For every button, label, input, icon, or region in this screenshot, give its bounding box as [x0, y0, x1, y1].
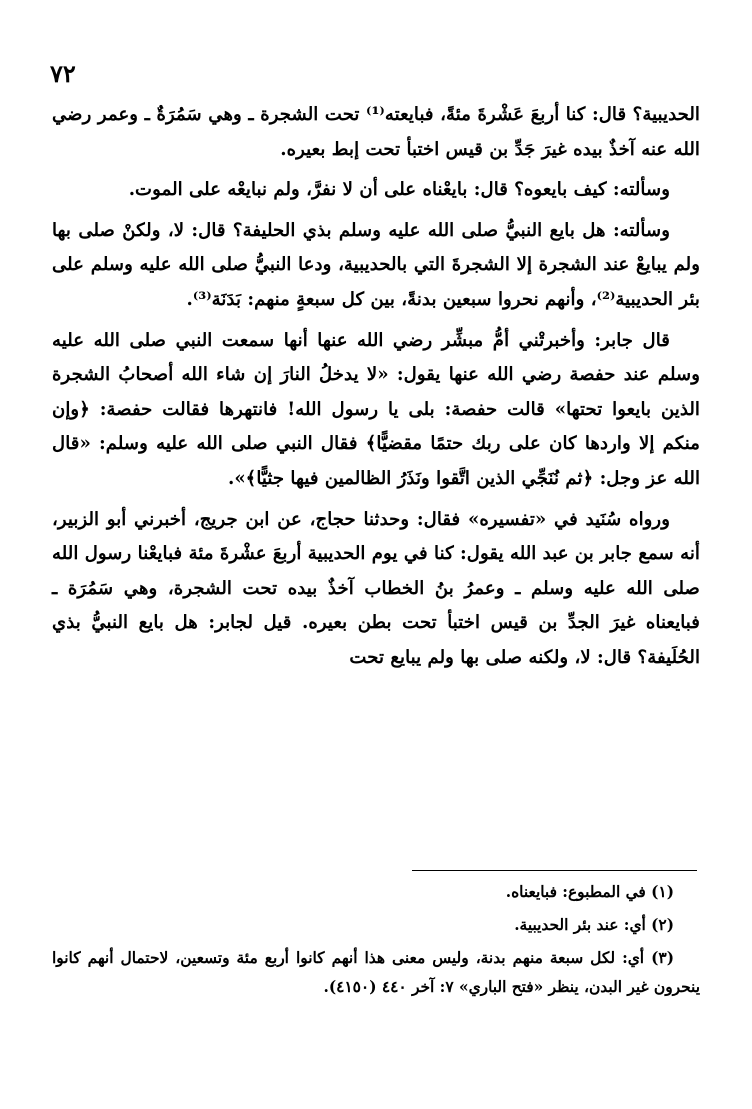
- main-text: [52, 98, 700, 868]
- paragraph-2: وسألته: كيف بايعوه؟ قال: بايعْناه على أن لا نفرَّ، ولم نبايعْه على الموت.: [128, 179, 670, 201]
- footnote-2: (٢) أي: عند بئر الحديبية.: [514, 916, 674, 934]
- paragraph-5: ورواه سُنَيد في «تفسيره» فقال: وحدثنا حجاج، عن ابن جريج، أخبرني أبو الزبير، أنه سمع جابر بن عبد الله يقول: كنا في يوم الحديبية أربعَ عشْرةَ مئة فبايعْنا رسول الله صلى الله عليه وسلم ـ وعمرُ بنُ الخطاب آخذٌ بيده تحت الشجرة، وهي سَمُرَة ـ فبايعناه غيرَ الجدِّ بن قيس اختبأ تحت بطن بعيره. قيل لجابر: هل بايع النبيُّ بذي الحُلَيفة؟ قال: لا، ولكنه صلى بها ولم يبايع تحت: [52, 508, 700, 668]
- paragraph-3: وسألته: هل بايع النبيُّ صلى الله عليه وسلم بذي الحليفة؟ قال: لا، ولكنْ صلى بها ولم يبايعْ عند الشجرة إلا الشجرةَ التي بالحديبية، ودعا النبيُّ صلى الله عليه وسلم على بئر الحديبية⁽²⁾، وأنهم نحروا سبعين بدنةً، بين كل سبعةٍ منهم: بَدَنَة⁽³⁾.: [52, 219, 700, 310]
- footnote-3: (٣) أي: لكل سبعة منهم بدنة، وليس معنى هذا أنهم كانوا أربع مئة وتسعين، لاحتمال أنهم كانوا ينحرون غير البدن، ينظر «فتح الباري» ٧: آخر ٤٤٠ (٤١٥٠).: [52, 949, 700, 996]
- footnotes: [52, 878, 700, 1028]
- footnote-separator: [412, 870, 697, 871]
- paragraph-1: الحديبية؟ قال: كنا أربعَ عَشْرةَ مئةً، فبايعته⁽¹⁾ تحت الشجرة ـ وهي سَمُرَةٌ ـ وعمر رضي الله عنه آخذٌ بيده غيرَ جَدِّ بن قيس اختبأ تحت إبط بعيره.: [52, 104, 700, 160]
- page-number: ٧٢: [50, 59, 76, 88]
- paragraph-4: قال جابر: وأخبرتْني أمُّ مبشِّر رضي الله عنها أنها سمعت النبي صلى الله عليه وسلم عند حفصة رضي الله عنها يقول: «لا يدخلُ النارَ إن شاء الله أصحابُ الشجرة الذين بايعوا تحتها» قالت حفصة: بلى يا رسول الله! فانتهرها فقالت حفصة: ﴿وإن منكم إلا واردها كان على ربك حتمًا مقضيًّا﴾ فقال النبي صلى الله عليه وسلم: «قال الله عز وجل: ﴿ثم نُنَجِّي الذين اتَّقوا ونَذَرُ الظالمين فيها جثيًّا﴾».: [52, 329, 700, 489]
- footnote-1: (١) في المطبوع: فبايعناه.: [505, 883, 674, 901]
